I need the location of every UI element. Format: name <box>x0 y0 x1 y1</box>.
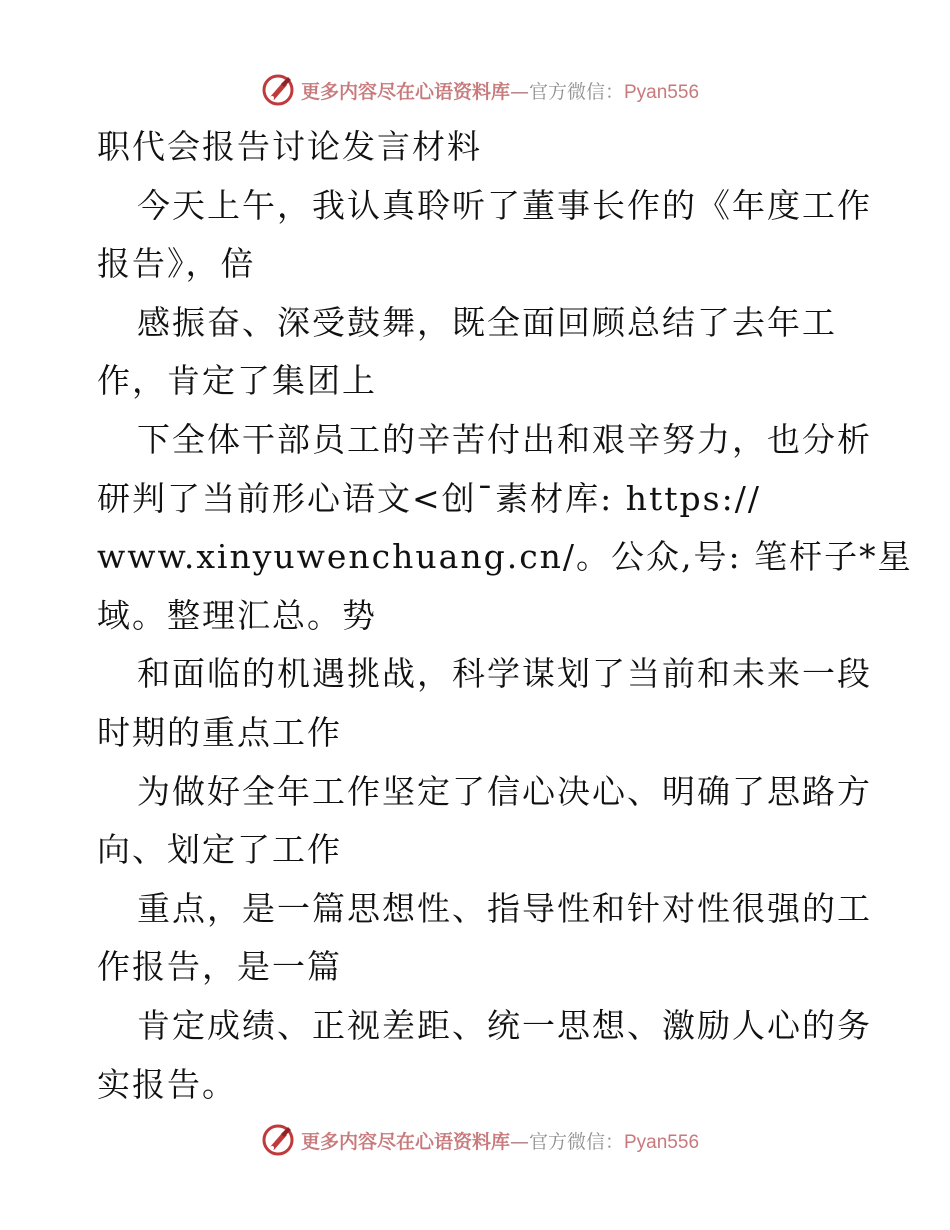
header-banner-inner <box>261 73 699 107</box>
header-banner <box>0 70 950 110</box>
footer-banner-text <box>301 1127 699 1154</box>
banner-wechat-label: 官方微信： <box>528 1130 624 1153</box>
paragraph-line: 域。整理汇总。势 <box>97 595 377 635</box>
header-banner-text <box>301 77 699 104</box>
banner-title: 更多内容尽在心语资料库 <box>300 1130 510 1153</box>
footer-banner <box>0 1120 950 1160</box>
paragraph-line: 报告》，倍 <box>97 244 256 284</box>
document-body <box>97 118 913 1114</box>
paragraph-line: 研判了当前形心语文<创¯素材库: https:// <box>97 478 761 518</box>
paragraph-line: 时期的重点工作 <box>97 712 342 752</box>
banner-title: 更多内容尽在心语资料库 <box>300 80 510 103</box>
paragraph-line: 肯定成绩、正视差距、统一思想、激励人心的务 <box>137 1005 872 1045</box>
brand-logo-icon <box>261 1123 295 1157</box>
paragraph-line: 向、划定了工作 <box>97 830 342 870</box>
banner-dash: — <box>509 1130 529 1153</box>
document-title: 职代会报告讨论发言材料 <box>97 127 482 166</box>
paragraph-line: 下全体干部员工的辛苦付出和艰辛努力，也分析 <box>137 419 872 459</box>
brand-logo-icon <box>261 73 295 107</box>
paragraph-line: 作，肯定了集团上 <box>97 361 377 401</box>
paragraph-line: www.xinyuwenchuang.cn/。公众,号: 笔杆子*星 <box>97 537 913 577</box>
banner-wechat-label: 官方微信： <box>528 80 624 103</box>
paragraph-line: 重点，是一篇思想性、指导性和针对性很强的工 <box>137 888 872 928</box>
footer-banner-inner <box>261 1123 699 1157</box>
paragraph-line: 作报告，是一篇 <box>97 947 342 987</box>
banner-wechat-id: Pyan556 <box>624 1131 700 1153</box>
paragraph-line: 实报告。 <box>97 1064 237 1104</box>
paragraph-line: 感振奋、深受鼓舞，既全面回顾总结了去年工 <box>137 302 837 342</box>
paragraph-line: 今天上午，我认真聆听了董事长作的《年度工作 <box>137 185 872 225</box>
banner-dash: — <box>509 80 529 103</box>
paragraph-line: 和面临的机遇挑战，科学谋划了当前和未来一段 <box>137 654 872 694</box>
paragraph-line: 为做好全年工作坚定了信心决心、明确了思路方 <box>137 771 872 811</box>
banner-wechat-id: Pyan556 <box>624 81 700 103</box>
